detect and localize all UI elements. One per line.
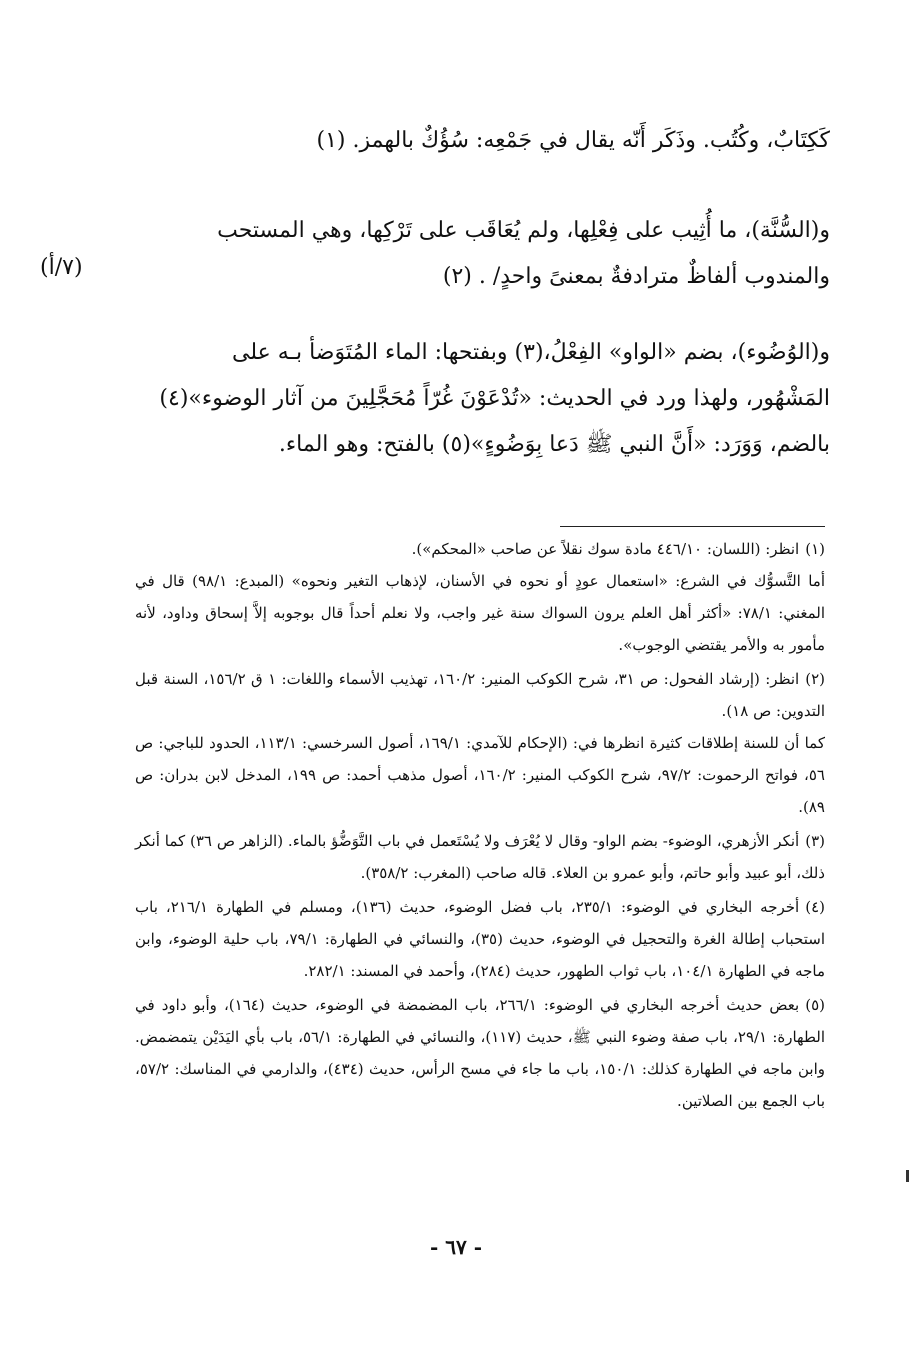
footnote-line <box>135 825 825 889</box>
footnote-5 <box>135 989 825 1117</box>
footnote-line <box>135 533 825 565</box>
body-paragraph-3 <box>135 330 830 468</box>
footnote-3 <box>135 825 825 889</box>
footnote-text: أنكر الأزهري، الوضوء- بضم الواو- وقال لا يُعْرَف ولا يُسْتَعمل في باب التَّوَضُّؤ بالماء. (الزاهر ص ٣٦) كما أنكر ذلك، أبو عبيد وأبو حاتم، وأبو عمرو بن العلاء. قاله صاحب (المغرب: ٣٥٨/٢). <box>135 832 825 882</box>
body-line: و(الوُضُوء)، بضم «الواو» الفِعْلُ،(٣) وبفتحها: الماء المُتَوَضأ بـه على <box>232 340 830 365</box>
footnote-number: (٢) <box>805 670 825 688</box>
footnote-text: انظر: (اللسان: ٤٤٦/١٠ مادة سوك نقلاً عن صاحب «المحكم»). <box>411 540 800 558</box>
footnote-number: (١) <box>805 540 825 558</box>
footnote-divider <box>560 526 825 527</box>
footnote-4 <box>135 891 825 987</box>
footnote-number: (٣) <box>805 832 825 850</box>
body-line: كَكِتَابٌ، وكُتُب. وذَكَر أَنّه يقال في جَمْعِه: سُؤُكٌ بالهمز. (١) <box>316 128 830 153</box>
footnote-line <box>135 891 825 987</box>
margin-folio-note: (٧/أ) <box>40 255 83 280</box>
body-paragraph-1 <box>135 118 830 164</box>
page-number: - ٦٧ - <box>429 1235 482 1259</box>
footnote-line <box>135 989 825 1117</box>
body-line: المَشْهُور، ولهذا ورد في الحديث: «تُدْعَوْنَ غُرّاً مُحَجَّلِينَ من آثار الوضوء»(٤) <box>159 386 830 411</box>
footnote-text: بعض حديث أخرجه البخاري في الوضوء: ٢٦٦/١، باب المضمضة في الوضوء، حديث (١٦٤)، وأبو داود في الطهارة: ٢٩/١، باب صفة وضوء النبي ﷺ، حديث (١١٧)، والنسائي في الطهارة: ٥٦/١، باب بأي اليَدَيْن يتمضمض. وابن ماجه في الطهارة كذلك: ١٥٠/١، باب ما جاء في مسح الرأس، حديث (٤٣٤)، والدارمي في المناسك: ٥٧/٢، باب الجمع بين الصلاتين. <box>135 996 826 1110</box>
body-line: بالضم، وَوَرَد: «أَنَّ النبي ﷺ دَعا بِوَضُوءٍ»(٥) بالفتح: وهو الماء. <box>278 432 830 457</box>
footnote-number: (٥) <box>805 996 825 1014</box>
body-line: و(السُّنَّة)، ما أُثِيب على فِعْلِها، ولم يُعَاقَب على تَرْكِها، وهي المستحب <box>217 218 830 243</box>
footnote-1 <box>135 533 825 661</box>
footnote-text: انظر: (إرشاد الفحول: ص ٣١، شرح الكوكب المنير: ١٦٠/٢، تهذيب الأسماء واللغات: ١ ق ١٥٦/٢، السنة قبل التدوين: ص ١٨). <box>135 670 825 720</box>
body-paragraph-2 <box>135 208 830 300</box>
footnote-number: (٤) <box>805 898 825 916</box>
footnote-line: أما التَّسوُّك في الشرع: «استعمال عودٍ أو نحوه في الأسنان، لإذهاب التغير ونحوه» (المبدع: ٩٨/١) قال في المغني: ٧٨/١: «أكثر أهل العلم يرون السواك سنة غير واجب، ولا نعلم أحداً قال بوجوبه إلاَّ إسحاق وداود، لأنه مأمور به والأمر يقتضي الوجوب». <box>135 572 826 654</box>
footnote-2 <box>135 663 825 823</box>
footnote-text: أخرجه البخاري في الوضوء: ٢٣٥/١، باب فضل الوضوء، حديث (١٣٦)، ومسلم في الطهارة ٢١٦/١، باب استحباب إطالة الغرة والتحجيل في الوضوء، حديث (٣٥)، والنسائي في الطهارة: ٧٩/١، باب حلية الوضوء، وابن ماجه في الطهارة ١٠٤/١، باب ثواب الطهور، حديث (٢٨٤)، وأحمد في المسند: ٢٨٢/١. <box>135 898 825 980</box>
body-line: والمندوب ألفاظٌ مترادفةٌ بمعنىً واحدٍ/ . (٢) <box>442 264 830 289</box>
footnotes-section <box>135 533 825 1119</box>
footnote-line: كما أن للسنة إطلاقات كثيرة انظرها في: (الإحكام للآمدي: ١٦٩/١، أصول السرخسي: ١١٣/١، الحدود للباجي: ص ٥٦، فواتح الرحموت: ٩٧/٢، شرح الكوكب المنير: ١٦٠/٢، أصول مذهب أحمد: ص ١٩٩، المدخل لابن بدران: ص ٨٩). <box>135 734 825 816</box>
scan-edge-mark <box>906 1170 909 1182</box>
footnote-line <box>135 663 825 727</box>
